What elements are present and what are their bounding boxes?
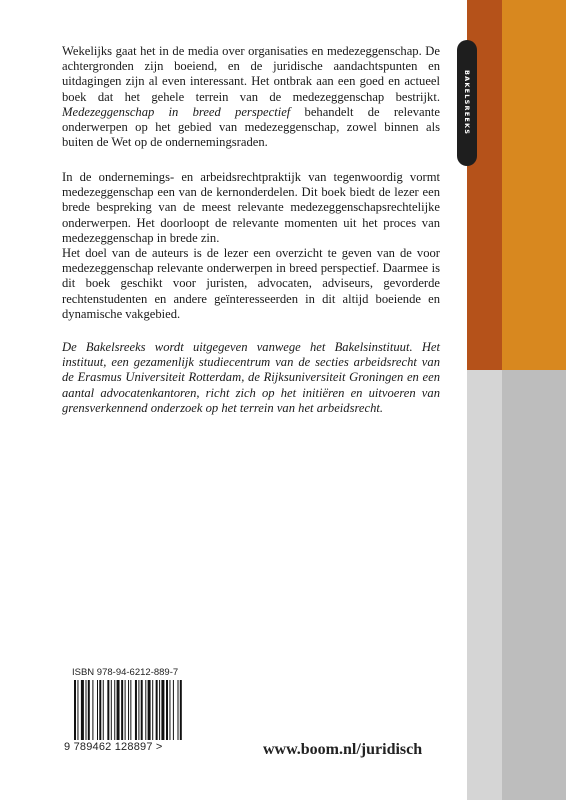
publisher-url: www.boom.nl/juridisch: [263, 741, 423, 758]
description-paragraph: [62, 170, 440, 322]
barcode-bar: [117, 680, 120, 740]
barcode-bar: [148, 680, 151, 740]
barcode-bar: [99, 680, 101, 740]
barcode-bar: [77, 680, 78, 740]
intro-text-end: behandelt de relevante onderwerpen op het gebied van medezeggenschap, zowel binnen als buiten de Wet op de ondernemingsraden.: [62, 104, 440, 150]
intro-paragraph: [62, 44, 440, 150]
series-tab-label: BAKELSREEKS: [463, 70, 471, 136]
barcode-bar: [128, 680, 129, 740]
isbn-label: ISBN 978-94-6212-889-7: [72, 667, 179, 678]
barcode: [72, 680, 224, 740]
barcode-bar: [130, 680, 131, 740]
barcode-bar: [138, 680, 139, 740]
description-part-1: In de ondernemings- en arbeidsrechtpraktijk van tegenwoordig vormt medezeggenschap een van de kernonderdelen. Dit boek biedt de lezer een brede bespreking van de meest relevante medezeggenschapsrechtelijke onderwerpen. Het doorloopt de relevante momenten uit het proces van medezeggenschap in brede zin.: [62, 170, 440, 245]
barcode-bar: [145, 680, 146, 740]
description-part-2: Het doel van de auteurs is de lezer een overzicht te geven van de voor medezeggenschap relevante onderwerpen in breed perspectief. Daarmee is dit boek geschikt voor juristen, advocaten, adviseurs, gevorderde rechtenstudenten en andere geïnteresseerden in dit altijd boeiende en dynamische vakgebied.: [62, 246, 440, 321]
barcode-bar: [141, 680, 143, 740]
spine-stripe-grey-light: [467, 370, 502, 800]
series-tab: [457, 40, 477, 166]
barcode-bar: [97, 680, 98, 740]
barcode-bar: [92, 680, 93, 740]
barcode-bar: [81, 680, 84, 740]
barcode-bar: [173, 680, 174, 740]
barcode-bar: [74, 680, 76, 740]
barcode-bar: [86, 680, 87, 740]
barcode-bar: [107, 680, 109, 740]
barcode-bar: [111, 680, 112, 740]
book-title: Medezeggenschap in breed perspectief: [62, 104, 291, 119]
series-paragraph: [62, 340, 440, 416]
barcode-bar: [159, 680, 160, 740]
series-text: De Bakelsreeks wordt uitgegeven vanwege het Bakelsinstituut. Het instituut, een gezamenlijk studiecentrum van de secties arbeidsrecht van de Erasmus Universiteit Rotterdam, de Rijksuniversiteit Groningen en een aantal advocatenkantoren, richt zich op het initiëren en uitvoeren van grensverkennend onderzoek op het terrein van het arbeidsrecht.: [62, 340, 440, 415]
barcode-bar: [178, 680, 179, 740]
barcode-bar: [88, 680, 90, 740]
barcode-bar: [156, 680, 158, 740]
spine-stripe-grey-mid: [502, 370, 566, 800]
intro-text-start: Wekelijks gaat het in de media over organisaties en medezeggenschap. De achtergronden zijn boeiend, en de juridische aandachtspunten en uitdagingen zijn al even interessant. Het ontbrak aan een goed en actueel boek dat het gehele terrein van de medezeggenschap bestrijkt.: [62, 44, 440, 104]
barcode-bar: [125, 680, 126, 740]
barcode-bar: [121, 680, 123, 740]
barcode-bar: [114, 680, 115, 740]
barcode-bar: [103, 680, 104, 740]
barcode-bar: [161, 680, 164, 740]
barcode-bar: [166, 680, 168, 740]
barcode-bar: [169, 680, 170, 740]
barcode-digits: 9 789462 128897 >: [64, 741, 163, 753]
barcode-bar: [152, 680, 153, 740]
barcode-bar: [135, 680, 137, 740]
barcode-bar: [180, 680, 182, 740]
